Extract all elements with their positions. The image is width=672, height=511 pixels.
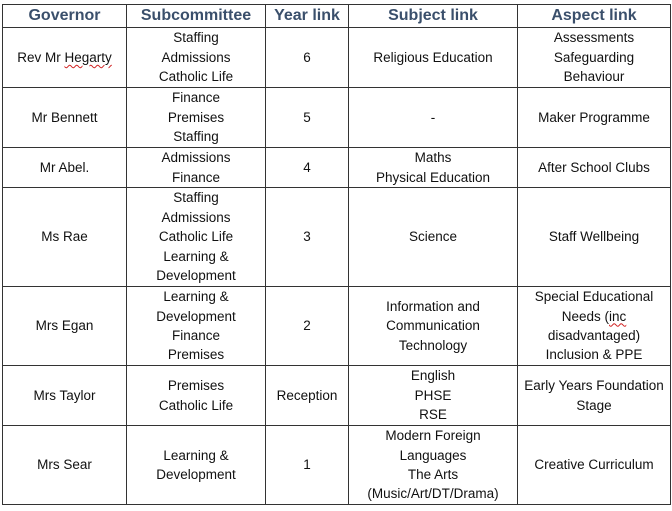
aspect-line: Inclusion & PPE [545,347,643,363]
header-governor: Governor [3,5,127,28]
table-row [3,28,671,88]
table-row [3,287,671,366]
subject-line: - [430,109,436,125]
aspect-line: Staff Wellbeing [548,229,640,245]
subject-line: Maths [414,150,452,166]
subcommittee-line: Admissions [161,209,231,225]
table-row [3,148,671,188]
subcommittee-line: Development [156,308,236,324]
aspect-link-cell [518,366,671,426]
subcommittee-line: Premises [167,347,225,363]
subcommittee-cell [127,88,266,148]
aspect-line: Creative Curriculum [534,457,654,473]
subcommittee-line: Learning & [163,289,229,305]
governor-cell [3,28,127,88]
aspect-line: After School Clubs [538,159,650,175]
year-link-cell: 1 [266,426,349,505]
aspect-line: Behaviour [563,69,625,85]
table-row [3,426,671,505]
subcommittee-line: Learning & [163,248,229,264]
subject-line: Information and [386,298,480,314]
aspect-line [521,307,667,326]
subcommittee-line: Catholic Life [158,69,234,85]
subcommittee-line: Finance [171,90,221,106]
subject-link-cell [349,188,518,287]
subject-line: Languages [399,447,467,463]
subcommittee-line: Development [156,467,236,482]
aspect-link-cell [518,28,671,88]
subject-line: Communication [386,318,480,334]
table-row [3,88,671,148]
year-link-cell: 3 [266,188,349,287]
subcommittee-cell [127,188,266,287]
subject-line: Technology [398,337,468,353]
governor-cell: Mrs Egan [3,287,127,366]
subcommittee-line: Development [156,268,236,284]
subcommittee-line: Catholic Life [158,397,234,413]
governor-cell: Mrs Sear [3,426,127,505]
subcommittee-line: Catholic Life [158,229,234,245]
governor-name-flagged: Hegarty [64,49,112,65]
subcommittee-cell [127,28,266,88]
year-link-cell: Reception [266,366,349,426]
aspect-line: Early Years Foundation [524,378,664,394]
subject-link-cell [349,148,518,188]
governor-name-prefix: Rev Mr [17,49,65,65]
subject-link-cell [349,287,518,366]
header-subcommittee: Subcommittee [127,5,266,28]
subject-line: PHSE [414,387,452,403]
header-subject-link: Subject link [349,5,518,28]
subject-line: (Music/Art/DT/Drama) [367,486,499,502]
subject-link-cell [349,28,518,88]
governor-links-table [2,4,671,505]
aspect-text: Needs ( [561,308,609,324]
governor-cell: Mr Abel. [3,148,127,188]
subject-line: Science [408,229,458,245]
aspect-link-cell [518,188,671,287]
aspect-line: Special Educational [534,289,654,305]
subcommittee-line: Staffing [173,30,219,46]
subcommittee-line: Finance [171,328,221,343]
governor-cell: Mr Bennett [3,88,127,148]
subcommittee-line: Premises [167,378,225,394]
subcommittee-cell [127,426,266,505]
subcommittee-line: Admissions [161,49,231,65]
subject-link-cell [349,426,518,505]
subject-line: RSE [419,407,447,423]
aspect-link-cell [518,148,671,188]
aspect-line: Assessments [553,30,635,46]
table-row [3,188,671,287]
subject-link-cell [349,88,518,148]
aspect-text-flagged: inc [609,308,627,324]
subcommittee-cell [127,366,266,426]
header-row [3,5,671,28]
aspect-line: Stage [576,397,612,413]
subcommittee-line: Admissions [161,150,231,166]
aspect-link-cell [518,287,671,366]
subject-line: Modern Foreign [385,428,481,444]
subject-line: Religious Education [373,49,493,65]
aspect-line: Safeguarding [553,49,635,65]
subject-line: English [410,368,456,384]
aspect-link-cell [518,88,671,148]
subcommittee-line: Finance [171,169,221,185]
subcommittee-line: Staffing [173,190,219,206]
subject-link-cell [349,366,518,426]
year-link-cell: 2 [266,287,349,366]
year-link-cell: 5 [266,88,349,148]
subcommittee-line: Staffing [173,129,219,145]
subcommittee-line: Learning & [163,447,229,463]
subcommittee-cell [127,148,266,188]
year-link-cell: 6 [266,28,349,88]
subject-line: The Arts [407,467,459,482]
table-row [3,366,671,426]
subcommittee-line: Premises [167,109,225,125]
governor-cell: Ms Rae [3,188,127,287]
aspect-line: Maker Programme [538,109,650,125]
header-aspect-link: Aspect link [518,5,671,28]
governor-cell: Mrs Taylor [3,366,127,426]
subcommittee-cell [127,287,266,366]
aspect-line: disadvantaged) [547,328,641,343]
subject-line: Physical Education [375,169,491,185]
aspect-link-cell [518,426,671,505]
year-link-cell: 4 [266,148,349,188]
header-year-link: Year link [266,5,349,28]
